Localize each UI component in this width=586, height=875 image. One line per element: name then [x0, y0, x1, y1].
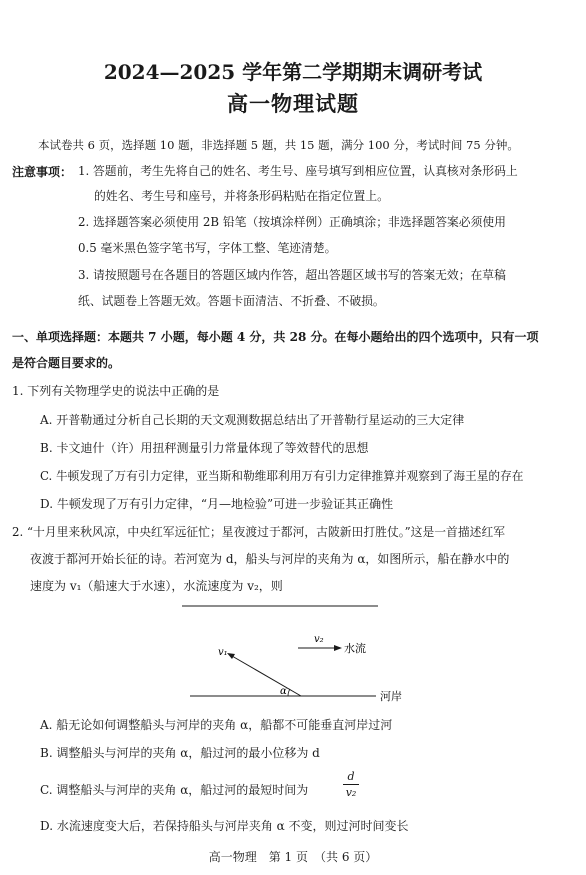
question-2-option-c: C. 调整船头与河岸的夹角 α，船过河的最短时间为	[40, 783, 309, 797]
fraction-denominator: v₂	[345, 786, 357, 799]
intro-text: 本试卷共 6 页，选择题 10 题，非选择题 5 题，共 15 题，满分 100 分，考试时间 75 分钟。	[38, 138, 519, 152]
v1-label: v₁	[218, 647, 228, 658]
question-2-stem-line-3: 速度为 v₁（船速大于水速），水流速度为 v₂，则	[30, 579, 283, 593]
alpha-label: α	[280, 686, 287, 697]
question-1-stem: 1. 下列有关物理学史的说法中正确的是	[12, 384, 220, 398]
fraction-bar	[343, 784, 359, 785]
notice-item-2-line-1: 2. 选择题答案必须使用 2B 铅笔（按填涂样例）正确填涂；非选择题答案必须使用	[78, 215, 506, 229]
question-1-option-a: A. 开普勒通过分析自己长期的天文观测数据总结出了开普勒行星运动的三大定律	[40, 413, 465, 427]
v2-label: v₂	[314, 634, 324, 645]
question-1-option-d: D. 牛顿发现了万有引力定律，“月—地检验”可进一步验证其正确性	[40, 497, 394, 511]
notice-item-3-line-1: 3. 请按照题号在各题目的答题区域内作答，超出答题区域书写的答案无效；在草稿	[78, 268, 506, 282]
river-bank-label: 河岸	[380, 690, 402, 703]
exam-subtitle: 高一物理试题	[227, 91, 359, 116]
notice-item-2-line-2: 0.5 毫米黑色签字笔书写，字体工整、笔迹清楚。	[78, 241, 337, 255]
notice-item-1-line-1: 1. 答题前，考生先将自己的姓名、考生号、座号填写到相应位置，认真核对条形码上	[78, 164, 518, 178]
boat-velocity-arrowhead	[227, 653, 235, 659]
exam-title: 2024—2025 学年第二学期期末调研考试	[103, 60, 483, 84]
question-2-stem-line-2: 夜渡于都河开始长征的诗。若河宽为 d，船头与河岸的夹角为 α，如图所示，船在静水中的	[30, 552, 510, 566]
question-1-option-c: C. 牛顿发现了万有引力定律，亚当斯和勒维耶利用万有引力定律推算并观察到了海王星的存在	[40, 469, 524, 483]
question-2-stem-line-1: 2. “十月里来秋风凉，中央红军远征忙；星夜渡过于都河，古陂新田打胜仗。”这是一首描述红军	[12, 525, 506, 539]
fraction-numerator: d	[347, 770, 355, 783]
section-1-heading-line-1: 一、单项选择题：本题共 7 小题，每小题 4 分，共 28 分。在每小题给出的四个选项中，只有一项	[12, 330, 539, 344]
notice-item-1-line-2: 的姓名、考生号和座号，并将条形码粘贴在指定位置上。	[94, 189, 389, 203]
question-2-option-b: B. 调整船头与河岸的夹角 α，船过河的最小位移为 d	[40, 746, 320, 760]
notice-item-3-line-2: 纸、试题卷上答题无效。答题卡面清洁、不折叠、不破损。	[78, 294, 385, 308]
river-crossing-diagram	[180, 600, 410, 705]
question-1-option-b: B. 卡文迪什（许）用扭秤测量引力常量体现了等效替代的思想	[40, 441, 369, 455]
angle-arc	[288, 689, 290, 696]
question-2-option-d: D. 水流速度变大后，若保持船头与河岸夹角 α 不变，则过河时间变长	[40, 819, 409, 833]
notice-label: 注意事项：	[12, 165, 73, 179]
water-flow-label: 水流	[344, 642, 366, 655]
page-footer: 高一物理 第 1 页 （共 6 页）	[208, 850, 378, 864]
question-2-option-c-fraction	[343, 770, 359, 799]
water-flow-arrowhead	[334, 645, 342, 651]
boat-velocity-arrow	[232, 656, 301, 696]
section-1-heading-line-2: 是符合题目要求的。	[12, 356, 121, 370]
question-2-option-a: A. 船无论如何调整船头与河岸的夹角 α，船都不可能垂直河岸过河	[40, 718, 393, 732]
